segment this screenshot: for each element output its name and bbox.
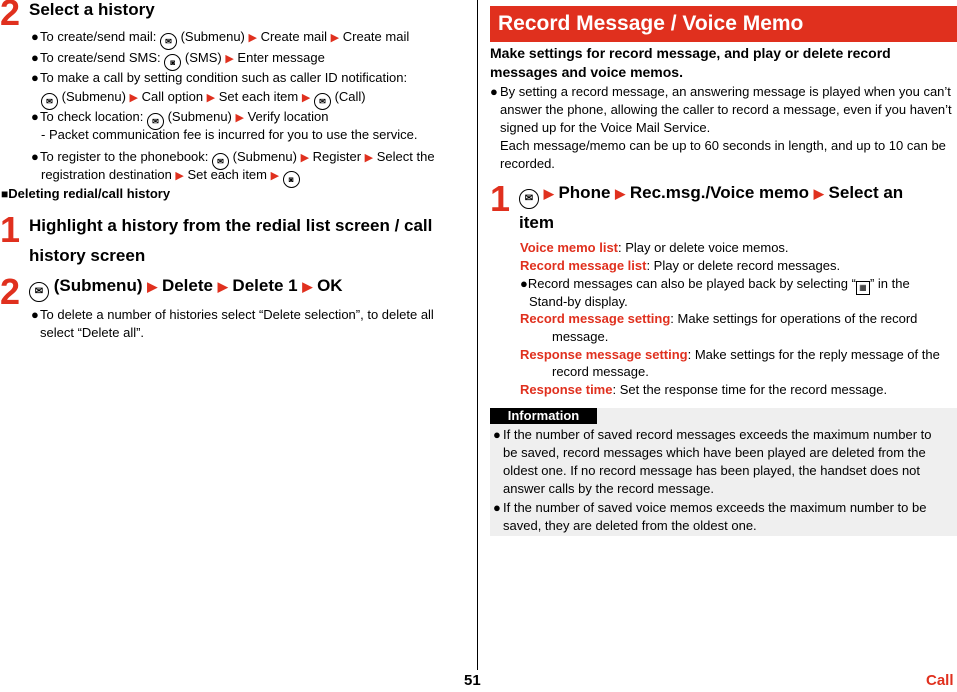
menu-key-icon: ✉ bbox=[212, 153, 229, 170]
information-box bbox=[490, 408, 957, 536]
bullet-delete-note: ● To delete a number of histories select “Delete selection”, to delete all bbox=[31, 307, 434, 322]
menu-key-icon: ✉ bbox=[147, 113, 164, 130]
menu-key-icon: ✉ bbox=[160, 33, 177, 50]
info-item-1: ● If the number of saved record messages exceeds the maximum number to be saved, record messages which have been played are deleted from the oldest one. If no record message has been played, the handset does not answer calls by the record message. bbox=[493, 427, 932, 496]
step-title: ✉ (Submenu) ▶ Delete ▶ Delete 1 ▶ OK bbox=[29, 272, 459, 302]
column-divider bbox=[477, 0, 478, 670]
bullet-sms: ● To create/send SMS: ◙ (SMS) ▶ Enter message bbox=[31, 49, 461, 71]
menu-key-icon: ✉ bbox=[41, 93, 58, 110]
page-number: 51 bbox=[464, 672, 481, 689]
camera-key-icon: ◙ bbox=[164, 54, 181, 71]
bullet-check-location: ● To check location: ✉ (Submenu) ▶ Verify location bbox=[31, 108, 461, 130]
camera-key-icon: ◙ bbox=[283, 171, 300, 188]
location-note: - Packet communication fee is incurred for you to use the service. bbox=[41, 127, 418, 142]
step-number: 2 bbox=[0, 271, 21, 312]
information-label: Information bbox=[490, 408, 597, 424]
section-tab-label: Call bbox=[926, 672, 954, 689]
bullet-register-line2: registration destination ▶ Set each item ▶ ◙ bbox=[41, 166, 461, 188]
menu-key-icon: ✉ bbox=[29, 282, 49, 302]
bullet-call-option-line2: ✉ (Submenu) ▶ Call option ▶ Set each item ▶ ✉ (Call) bbox=[41, 88, 461, 110]
option-record-message-setting: Record message setting: Make settings for operations of the record bbox=[520, 311, 918, 326]
menu-key-icon: ✉ bbox=[314, 93, 331, 110]
step-title: Select a history bbox=[29, 0, 155, 19]
section-header: Record Message / Voice Memo bbox=[490, 6, 957, 42]
step-title: Highlight a history from the redial list screen / call history screen bbox=[29, 216, 433, 265]
bullet-create-mail: ● To create/send mail: ✉ (Submenu) ▶ Create mail ▶ Create mail bbox=[31, 28, 461, 50]
menu-key-icon: ✉ bbox=[519, 189, 539, 209]
arrow-icon: ▶ bbox=[330, 32, 340, 44]
info-item-2: ● If the number of saved voice memos exceeds the maximum number to be saved, they are deleted from the oldest one. bbox=[493, 500, 927, 533]
step-number: 1 bbox=[0, 209, 21, 250]
arrow-icon: ▶ bbox=[225, 53, 234, 65]
step-title: ✉ ▶ Phone ▶ Rec.msg./Voice memo ▶ Select an item bbox=[519, 183, 904, 232]
bullet-call-option: ● To make a call by setting condition such as caller ID notification: bbox=[31, 70, 408, 85]
arrow-icon: ▶ bbox=[248, 32, 257, 44]
calendar-icon: ▦ bbox=[856, 281, 870, 295]
bullet-register-phonebook: ● To register to the phonebook: ✉ (Submenu) ▶ Register ▶ Select the bbox=[31, 148, 461, 170]
record-message-description: ● By setting a record message, an answering message is played when you can’t answer the phone, allowing the caller to record a message, even if you haven’t signed up for the Voice Mail Service. Each message/memo can be up to 60 seconds in length, and up to 10 can be recorded. bbox=[490, 84, 952, 171]
option-response-time: Response time: Set the response time for the record message. bbox=[520, 382, 888, 397]
option-record-message-list: Record message list: Play or delete record messages. bbox=[520, 258, 841, 273]
record-list-note: ●Record messages can also be played back by selecting “ ▦ ” in the bbox=[520, 275, 957, 295]
intro-text: Make settings for record message, and play or delete record messages and voice memos. bbox=[490, 45, 891, 80]
step-number: 2 bbox=[0, 0, 21, 33]
option-response-message-setting: Response message setting: Make settings for the reply message of the bbox=[520, 347, 940, 362]
step-number: 1 bbox=[490, 178, 511, 219]
response-message-setting-line2: record message. bbox=[552, 364, 649, 379]
record-message-setting-line2: message. bbox=[552, 329, 609, 344]
option-voice-memo-list: Voice memo list: Play or delete voice memos. bbox=[520, 240, 789, 255]
record-list-note-line2: Stand-by display. bbox=[529, 294, 628, 309]
bullet-delete-note-line2: select “Delete all”. bbox=[40, 325, 145, 340]
section-heading: ■Deleting redial/call history bbox=[1, 186, 171, 201]
